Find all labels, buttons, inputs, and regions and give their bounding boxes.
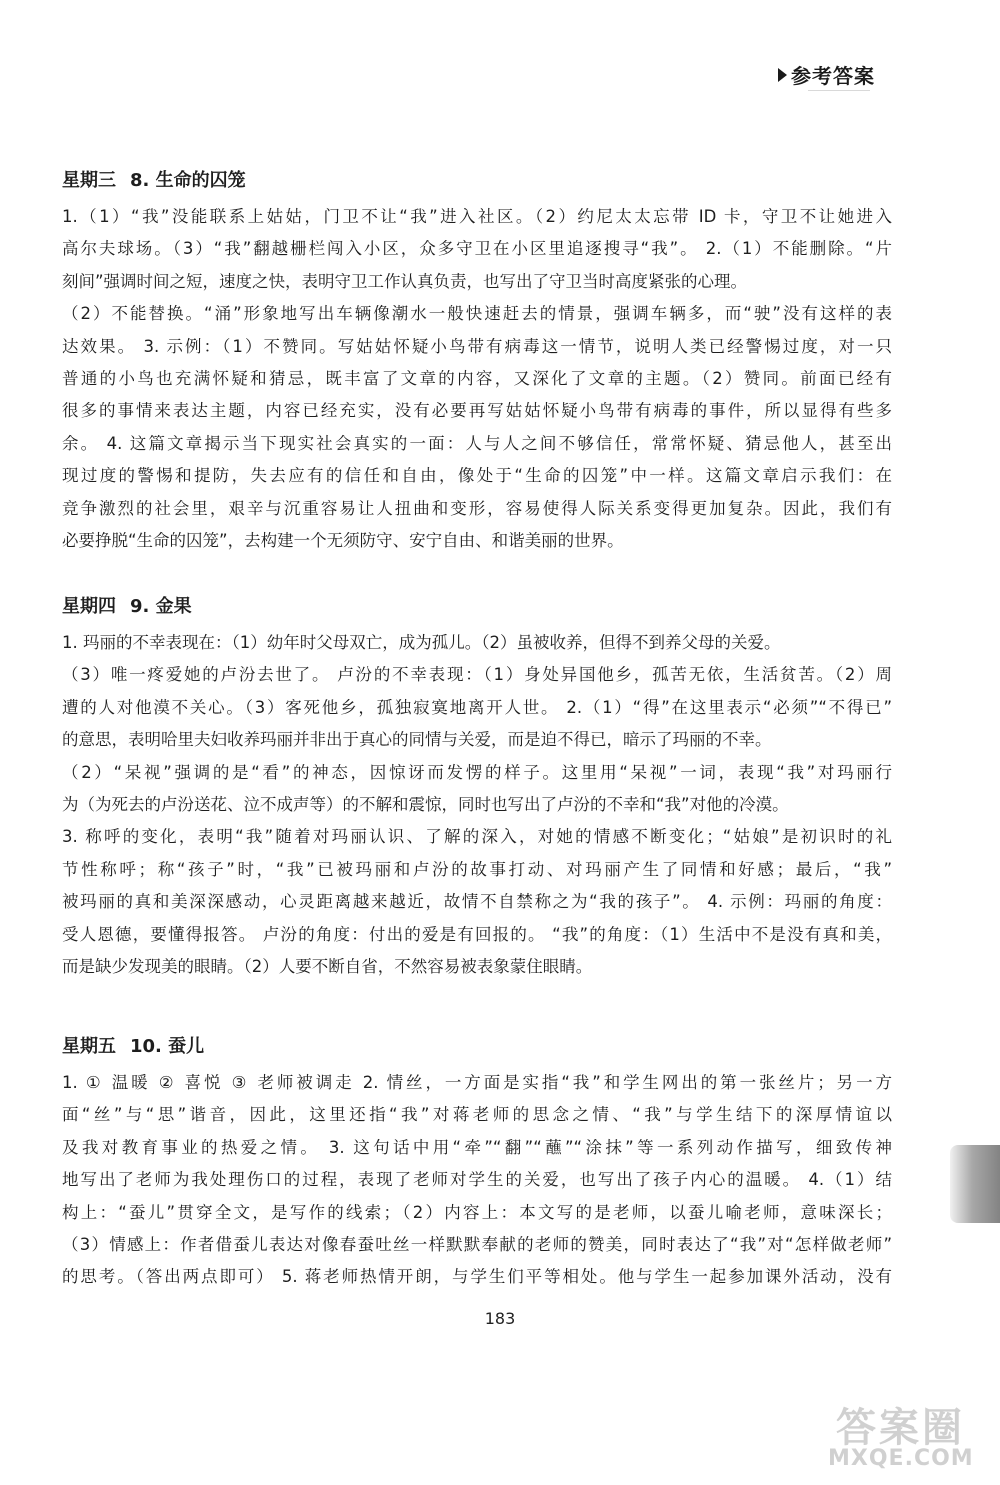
text-line: 1.（1）“我”没能联系上姑姑，门卫不让“我”进入社区。（2）约尼太太忘带 ID 卡，守卫不让她进入 (62, 207, 892, 226)
text-line: 现过度的警惕和提防，失去应有的信任和自由，像处于“生命的囚笼”中一样。这篇文章启示我们：在 (62, 466, 892, 486)
text-line: 竞争激烈的社会里，艰辛与沉重容易让人扭曲和变形，容易使得人际关系变得更加复杂。因此，我们有 (62, 498, 892, 518)
text-line: 刻间”强调时间之短，速度之快，表明守卫工作认真负责，也写出了守卫当时高度紧张的心理。 (62, 271, 748, 291)
section-title (62, 594, 892, 620)
text-line: 为（为死去的卢汾送花、泣不成声等）的不解和震惊，同时也写出了卢汾的不幸和“我”对他的冷漠。 (62, 795, 789, 815)
text-line: 必要挣脱“生命的囚笼”，去构建一个无须防守、安宁自由、和谐美丽的世界。 (62, 531, 624, 551)
section-title (62, 168, 892, 194)
section-day: 星期三 (62, 170, 116, 191)
watermark-url: MXQE.COM (828, 1446, 974, 1471)
text-line: 构上：“蚕儿”贯穿全文，是写作的线索；（2）内容上：本文写的是老师，以蚕儿喻老师，意味深长； (62, 1202, 892, 1222)
watermark-logo (822, 1392, 1000, 1485)
answer-key-header (778, 60, 875, 89)
text-line: 达效果。 3. 示例：（1）不赞同。写姑姑怀疑小鸟带有病毒这一情节，说明人类已经警惕过度，对一只 (62, 336, 892, 356)
section-day: 星期四 (62, 596, 116, 617)
text-line: 普通的小鸟也充满怀疑和猜忌，既丰富了文章的内容，又深化了文章的主题。（2）赞同。前面已经有 (62, 369, 892, 389)
watermark-text: 答案圈 (836, 1405, 965, 1451)
section-thursday (62, 594, 892, 983)
text-line: 3. 称呼的变化，表明“我”随着对玛丽认识、了解的深入，对她的情感不断变化；“姑娘”是初识时的礼 (62, 827, 892, 847)
section-lesson-title: 8. 生命的囚笼 (130, 170, 246, 191)
text-line: （3）情感上：作者借蚕儿表达对像春蚕吐丝一样默默奉献的老师的赞美，同时表达了“我”对“怎样做老师” (62, 1235, 892, 1255)
text-line: 而是缺少发现美的眼睛。（2）人要不断自省，不然容易被表象蒙住眼睛。 (62, 957, 593, 977)
triangle-marker-icon (778, 68, 787, 82)
section-lesson-title: 10. 蚕儿 (130, 1036, 205, 1057)
text-line: 高尔夫球场。（3）“我”翻越栅栏闯入小区，众多守卫在小区里追逐搜寻“我”。 2.（1）不能删除。“片 (62, 239, 892, 259)
text-line: 被玛丽的真和美深深感动，心灵距离越来越近，故情不自禁称之为“我的孩子”。 4. 示例：玛丽的角度： (62, 892, 892, 912)
text-line: 很多的事情来表达主题，内容已经充实，没有必要再写姑姑怀疑小鸟带有病毒的事件，所以显得有些多 (62, 401, 892, 421)
text-line: 节性称呼；称“孩子”时，“我”已被玛丽和卢汾的故事打动、对玛丽产生了同情和好感；最后，“我” (62, 859, 892, 879)
text-line: 1. ① 温暖 ② 喜悦 ③ 老师被调走 2. 情丝，一方面是实指“我”和学生网出的第一张丝片；另一方 (62, 1073, 892, 1092)
text-line: 及我对教育事业的热爱之情。 3. 这句话中用“牵”“翻”“蘸”“涂抹”等一系列动作描写，细致传神 (62, 1137, 892, 1157)
text-line: 1. 玛丽的不幸表现在：（1）幼年时父母双亡，成为孤儿。（2）虽被收养，但得不到养父母的关爱。 (62, 633, 781, 652)
section-day: 星期五 (62, 1036, 116, 1057)
text-line: （2）不能替换。“涌”形象地写出车辆像潮水一般快速赶去的情景，强调车辆多，而“驶”没有这样的表 (62, 304, 892, 324)
page-edge-tab (950, 1145, 1000, 1223)
text-line: 的思考。（答出两点即可） 5. 蒋老师热情开朗，与学生们平等相处。他与学生一起参加课外活动，没有 (62, 1267, 892, 1287)
header-label: 参考答案 (791, 64, 875, 88)
section-friday (62, 1034, 892, 1294)
section-lesson-title: 9. 金果 (130, 596, 192, 617)
text-line: （3）唯一疼爱她的卢汾去世了。 卢汾的不幸表现：（1）身处异国他乡，孤苦无依，生活贫苦。（2）周 (62, 665, 892, 685)
text-line: 面“丝”与“思”谐音，因此，这里还指“我”对蒋老师的思念之情、“我”与学生结下的深厚情谊以 (62, 1105, 892, 1125)
section-wednesday (62, 168, 892, 557)
page-number: 183 (484, 1309, 516, 1328)
text-line: 遭的人对他漠不关心。（3）客死他乡，孤独寂寞地离开人世。 2.（1）“得”在这里表示“必须”“不得已” (62, 697, 892, 717)
text-line: 地写出了老师为我处理伤口的过程，表现了老师对学生的关爱，也写出了孩子内心的温暖。 4.（1）结 (62, 1170, 892, 1190)
header-divider (808, 90, 870, 91)
text-line: （2）“呆视”强调的是“看”的神态，因惊讶而发愣的样子。这里用“呆视”一词，表现“我”对玛丽行 (62, 762, 892, 782)
section-title (62, 1034, 892, 1060)
text-line: 余。 4. 这篇文章揭示当下现实社会真实的一面：人与人之间不够信任，常常怀疑、猜忌他人，甚至出 (62, 433, 892, 453)
text-line: 的意思，表明哈里夫妇收养玛丽并非出于真心的同情与关爱，而是迫不得已，暗示了玛丽的不幸。 (62, 730, 772, 750)
text-line: 受人恩德，要懂得报答。 卢汾的角度：付出的爱是有回报的。 “我”的角度：（1）生活中不是没有真和美， (62, 924, 892, 944)
